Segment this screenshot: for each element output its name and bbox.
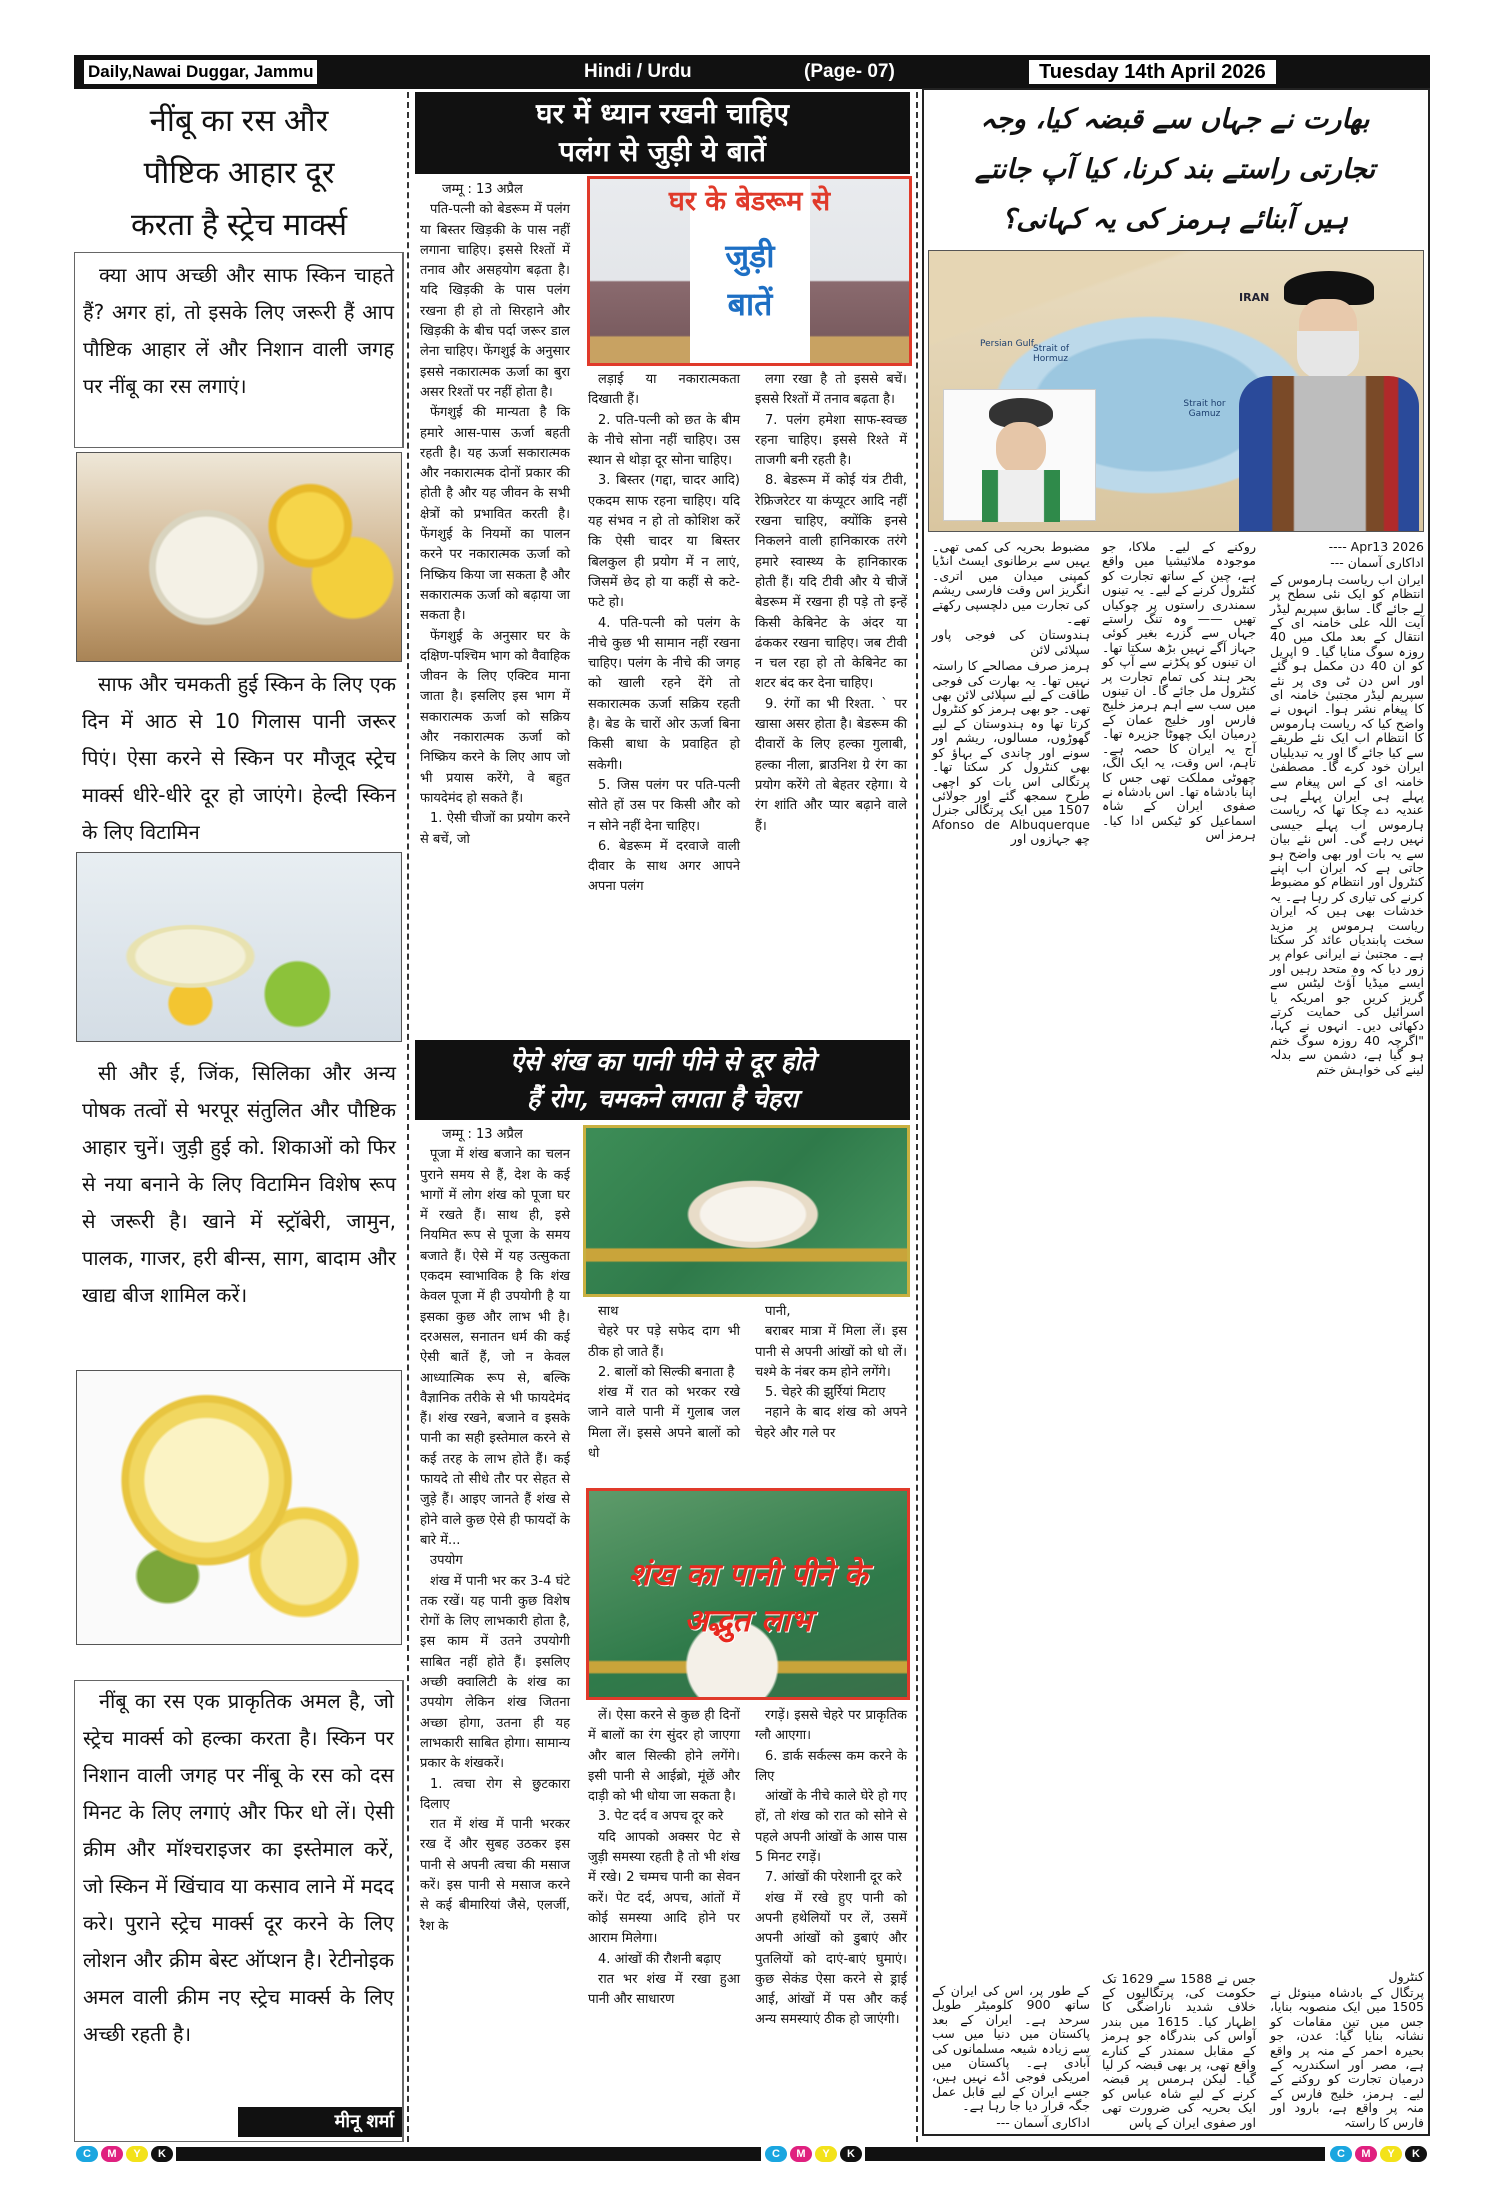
left-para-2 — [74, 666, 404, 846]
paragraph: फेंगशुई के अनुसार घर के दक्षिण-पश्चिम भाग को वैवाहिक जीवन के लिए एक्टिव माना जाता है। इसलिए इस भाग में सकारात्मक ऊर्जा को सक्रिय और नकारात्मक ऊर्जा को निष्क्रिय करने के लिए आप जो भी प्रयास करेंगे, वे बहुत फायदेमंद हो सकते हैं। — [420, 628, 570, 806]
paragraph: पानी, — [765, 1304, 791, 1319]
yellow-mark: Y — [1380, 2146, 1402, 2162]
paragraph: ایران اب ریاست ہارموس کے انتظام کو ایک نئی سطح پر لے جائے گا۔ سابق سپریم لیڈر آیت اللہ علی خامنہ ای کے انتقال کے بعد ملک میں 40 روزہ سوگ منایا گیا۔ 9 اپریل کو ان 40 دن مکمل ہو گئے اور اس دن ٹی وی پر نئے سپریم لیڈر مجتبیٰ خامنہ ای کا پیغام نشر ہوا۔ انہوں نے واضح کیا کہ ریاست ہارموس کا انتظام اب ایک نئے طریقے سے کیا جائے گا اور یہ تبدیلیاں ایران خود کرے گا۔ مصطفیٰ خامنہ ای کے اس پیغام سے پہلے ہی ایران پہلے ہی عندیہ دے چکا تھا کہ ریاست ہارموس اب پہلے جیسی نہیں رہے گی۔ اس نئے بیان سے یہ بات اور بھی واضح ہو جاتی ہے کہ ایران اب اپنے کنٹرول اور انتظام کو مضبوط کرنے کی تیاری کر رہا ہے۔ یہ خدشات بھی ہیں کہ ایران ریاست ہرموس پر مزید سخت پابندیاں عائد کر سکتا ہے۔ مجتبیٰ نے ایرانی عوام پر زور دیا کہ وہ متحد رہیں اور ایسے میڈیا آؤٹ لیٹس سے گریز کریں جو امریکہ یا اسرائیل کی حمایت کرتے دکھائی دیں۔ انہوں نے کہا، "اگرچہ 40 روزہ سوگ ختم ہو گیا ہے، دشمن سے بدلہ لینے کی خواہش ختم — [1270, 571, 1424, 1077]
paragraph: नहाने के बाद शंख को अपने चेहरे और गले पर — [755, 1405, 907, 1441]
paragraph: کے طور پر، اس کی ایران کے ساتھ 900 کلومیٹر طویل سرحد ہے۔ ایران کے بعد پاکستان میں دنیا میں سب سے زیادہ شیعہ مسلمانوں کی آبادی ہے۔ پاکستان میں امریکی فوجی اڈے نہیں ہیں، جسے ایران کے لیے قابل عمل جگہ قرار دیا جا رہا ہے۔ — [932, 1982, 1091, 2114]
paragraph: रात भर शंख में रखा हुआ पानी और साधारण — [588, 1971, 740, 2008]
paragraph: پرتگال کے بادشاہ مینوئل نے 1505 میں ایک منصوبہ بنایا، جس میں تین مقامات کو نشانہ بنایا گیا: عدن، جو بحیرہ احمر کے منہ پر واقع ہے، مصر اور اسکندریہ کے درمیان تجارت کو روکنے کے لیے۔ ہرمز، خلیج فارس کے منہ پر واقع ہے، بارود اور فارس کا راستہ — [1270, 1984, 1424, 2130]
paragraph: 7. आंखों की परेशानी दूर करे — [765, 1870, 902, 1886]
headline-line: हैं रोग, चमकने लगता है चेहरा — [526, 1084, 799, 1113]
black-mark: K — [840, 2146, 862, 2162]
image-caption-text: अद्भुत लाभ — [684, 1603, 812, 1639]
paragraph: 4. पति-पत्नी को पलंग के नीचे कुछ भी सामान नहीं रखना चाहिए। पलंग के नीचे की जगह को खाली रहने देंगे तो सकारात्मक ऊर्जा सक्रिय रहती है। बेड के चारों ओर ऊर्जा बिना किसी बाधा के प्रवाहित हो सकेगी। — [588, 615, 740, 773]
magenta-mark: M — [790, 2146, 812, 2162]
lemon-halves-image — [76, 1370, 402, 1645]
paragraph: 6. डार्क सर्कल्स कम करने के लिए — [755, 1748, 907, 1784]
urdu-col1 — [1270, 540, 1424, 2132]
cyan-mark: C — [765, 2146, 787, 2162]
headline-line: ہیں آبنائے ہرمز کی یہ کہانی؟ — [1001, 204, 1349, 235]
black-mark: K — [151, 2146, 173, 2162]
issue-date: Tuesday 14th April 2026 — [1029, 60, 1276, 84]
headline-line: تجارتی راستے بند کرنا، کیا آپ جانتے — [974, 154, 1376, 185]
image-caption-text: शंख का पानी पीने के — [628, 1557, 868, 1593]
paragraph: फेंगशुई की मान्यता है कि हमारे आस-पास ऊर्जा बहती रहती है। यह ऊर्जा सकारात्मक और नकारात्मक दोनों प्रकार की होती है और यह जीवन के सभी क्षेत्रों को प्रभावित करती है। फेंगशुई के नियमों का पालन करने पर नकारात्मक ऊर्जा को निष्क्रिय किया जा सकता है और सकारात्मक ऊर्जा को बढ़ाया जा सकता है। — [420, 405, 570, 624]
paragraph: 9. रंगों का भी रिश्ता. ` पर खासा असर होता है। बेडरूम की दीवारों के लिए हल्का गुलाबी, हल्का नीला, ब्राउनिश ग्रे रंग का प्रयोग करेंगे तो बेहतर रहेगा। ये रंग शांति और प्यार बढ़ाने वाले हैं। — [755, 696, 907, 834]
paragraph: रात में शंख में पानी भरकर रख दें और सुबह उठकर इस पानी से अपनी त्वचा की मसाज करें। इस पानी से मसाज करने से कई बीमारियां जैसे, एलर्जी, रैश के — [420, 1817, 570, 1934]
headline-line: नींबू का रस और — [149, 103, 329, 138]
article2-col1 — [420, 1125, 570, 1937]
paragraph: 4. आंखों की रौशनी बढ़ाए — [598, 1951, 721, 1967]
article2-col3-top — [755, 1302, 907, 1444]
dateline: जम्मू : 13 अप्रैल — [442, 1127, 523, 1142]
urdu-col1-bottom — [1270, 1970, 1424, 2132]
map-label: Strait of Hormuz — [1033, 344, 1070, 364]
article1-col1 — [420, 180, 570, 850]
magenta-mark: M — [101, 2146, 123, 2162]
map-label: Strait hor Gamuz — [1183, 399, 1226, 419]
urdu-col2-bottom — [1102, 1972, 1256, 2132]
headline-line: पौष्टिक आहार दूर — [143, 155, 335, 190]
map-label: IRAN — [1239, 291, 1270, 304]
cmyk-marks — [76, 2146, 173, 2162]
cyan-mark: C — [1330, 2146, 1352, 2162]
left-para-4 — [74, 1680, 404, 2142]
article1-col1-body — [420, 200, 570, 850]
paragraph: चेहरे पर पड़े सफेद दाग भी ठीक हो जाते हैं। — [588, 1324, 740, 1360]
conch-benefits-image — [586, 1488, 910, 1700]
paragraph: 1. त्वचा रोग से छुटकारा दिलाए — [420, 1776, 570, 1812]
black-mark: K — [1405, 2146, 1427, 2162]
paragraph: क्या आप अच्छी और साफ स्किन चाहते हैं? अगर हां, तो इसके लिए जरूरी हैं आप पौष्टिक आहार लें और निशान वाली जगह पर नींबू का रस लगाएं। — [83, 263, 394, 398]
paragraph: مضبوط بحریہ کی کمی تھی۔ یہیں سے برطانوی ایسٹ انڈیا کمپنی میدان میں اتری۔ انگریز اس وقت فارسی ریشم کی تجارت میں دلچسپی رکھتے تھے۔ — [932, 539, 1090, 627]
image-caption-text: घर के बेडरूम से — [668, 186, 831, 217]
paragraph: रगड़ें। इससे चेहरे पर प्राकृतिक ग्लौ आएगा। — [755, 1708, 907, 1744]
left-headline — [74, 95, 404, 251]
urdu-col3 — [932, 540, 1090, 2132]
paragraph: ہندوستان کی فوجی پاور سپلائی لائن — [932, 627, 1090, 657]
paragraph: 6. बेडरूम में दरवाजे वाली दीवार के साथ अगर आपने अपना पलंग — [588, 838, 740, 895]
cmyk-marks — [765, 2146, 862, 2162]
yellow-mark: Y — [815, 2146, 837, 2162]
left-intro — [74, 252, 404, 448]
paragraph: 2. बालों को सिल्की बनाता है — [598, 1364, 735, 1380]
paragraph: 3. पेट दर्द व अपच दूर करे — [598, 1809, 724, 1825]
paragraph: روکنے کے لیے۔ ملاکا، جو موجودہ ملائیشیا میں واقع ہے، چین کے ساتھ تجارت کو کنٹرول کرنے کے لیے۔ یہ تینوں سمندری راستوں پر چوکیاں تھیں —— وہ تنگ راستے جہاں سے گزرے بغیر کوئی جہاز آگے نہیں بڑھ سکتا تھا۔ ان تینوں کو پکڑنے سے آپ کو بحر ہند کی تمام تجارت پر کنٹرول مل جائے گا۔ ان تینوں میں سب سے اہم ہرمز خلیج فارس اور خلیج عمان کے درمیان ایک چھوٹا جزیرہ تھا۔ آج یہ ایران کا حصہ ہے۔ تاہم، اس وقت، یہ ایک الگ، چھوٹی مملکت تھی جس کا اپنا بادشاہ تھا۔ اس بادشاہ نے صفوی ایران کے شاہ اسماعیل کو ٹیکس ادا کیا۔ ہرمز اس — [1102, 539, 1256, 843]
paragraph: 3. बिस्तर (गद्दा, चादर आदि) एकदम साफ रहना चाहिए। यदि यह संभव न हो तो कोशिश करें कि ऐसी चादर या बिस्तर बिलकुल ही प्रयोग में न लाएं, जिसमें छेद हो या कहीं से कटे-फटे हो। — [588, 473, 740, 611]
paragraph: यदि आपको अक्सर पेट से जुड़ी समस्या रहती है तो भी शंख में रखे। 2 चम्मच पानी का सेवन करें। पेट दर्द, अपच, आंतों में कोई समस्या आदि होने पर आराम मिलेगा। — [588, 1829, 740, 1947]
lemon-juice-image — [76, 452, 402, 662]
headline-line: بھارت نے جہاں سے قبضہ کیا، وجہ — [980, 104, 1370, 135]
column-divider — [916, 92, 918, 2142]
yellow-mark: Y — [126, 2146, 148, 2162]
paragraph: 7. पलंग हमेशा साफ-स्वच्छ रहना चाहिए। इससे रिश्ते में ताजगी बनी रहती है। — [755, 412, 907, 469]
left-para-3 — [74, 1055, 404, 1365]
article2-headline — [415, 1040, 910, 1120]
cmyk-marks — [1330, 2146, 1427, 2162]
headline-line: ऐसे शंख का पानी पीने से दूर होते — [510, 1047, 815, 1076]
footer-bar — [176, 2147, 761, 2161]
page-number: (Page- 07) — [804, 61, 895, 82]
paragraph: 1. ऐसी चीजों का प्रयोग करने से बचें, जो — [420, 811, 570, 847]
dateline: जम्मू : 13 अप्रैल — [442, 182, 523, 197]
paragraph: शंख में रात को भरकर रखे जाने वाले पानी में गुलाब जल मिला लें। इससे अपने बालों को धो — [588, 1385, 740, 1462]
paragraph: 2. पति-पत्नी को छत के बीम के नीचे सोना नहीं चाहिए। उस स्थान से थोड़ा दूर सोना चाहिए। — [588, 412, 740, 469]
urdu-col2 — [1102, 540, 1256, 2132]
paragraph: लगा रखा है तो इससे बचें। इससे रिश्तों में तनाव बढ़ता है। — [755, 372, 907, 408]
conch-shell-image — [583, 1125, 910, 1297]
paragraph: बराबर मात्रा में मिला लें। इस पानी से अपनी आंखों को धो लें। चश्मे के नंबर कम होने लगेंगे। — [755, 1324, 907, 1380]
author-byline: मीनू शर्मा — [238, 2107, 402, 2137]
article2-col3-bottom — [755, 1706, 907, 2031]
cyan-mark: C — [76, 2146, 98, 2162]
paragraph: 5. जिस पलंग पर पति-पत्नी सोते हों उस पर किसी और को न सोने नहीं देना चाहिए। — [588, 777, 740, 834]
paragraph: 8. बेडरूम में कोई यंत्र टीवी, रेफ्रिजरेटर या कंप्यूटर आदि नहीं रखना चाहिए, क्योंकि इनसे निकलने वाली हानिकारक तरंगे हमारे स्वास्थ्य के हानिकारक होती हैं। यदि टीवी और ये चीजें बेडरूम में रखना ही पड़े तो इन्हें किसी केबिनेट के अंदर या ढंककर रखना चाहिए। जब टीवी न चल रहा हो तो केबिनेट का शटर बंद कर देना चाहिए। — [755, 473, 907, 692]
paragraph: उपयोग — [430, 1553, 463, 1569]
paragraph: लें। ऐसा करने से कुछ ही दिनों में बालों का रंग सुंदर हो जाएगा और बाल सिल्की होने लगेंगे। इसी पानी से आईब्रो, मूंछें और दाड़ी को भी धोया जा सकता है। — [588, 1708, 740, 1805]
urdu-col3-bottom — [932, 1984, 1090, 2132]
explorer-portrait — [1229, 271, 1419, 532]
magenta-mark: M — [1355, 2146, 1377, 2162]
headline-line: करता है स्ट्रेच मार्क्स — [130, 207, 348, 242]
article1-col2 — [588, 370, 740, 898]
headline-line: पलंग से जुड़ी ये बातें — [558, 135, 767, 168]
paragraph: आंखों के नीचे काले घेरे हो गए हों, तो शंख को रात को सोने से पहले अपनी आंखों के आस पास 5 मिनट रगड़ें। — [755, 1789, 907, 1866]
urdu-headline — [930, 95, 1420, 245]
paragraph: ہرمز صرف مصالحے کا راستہ نہیں تھا۔ یہ بھارت کی فوجی طاقت کے لیے سپلائی لائن بھی تھی۔ جو بھی ہرمز کو کنٹرول کرتا تھا وہ ہندوستان کے لیے گھوڑوں، مسالوں، ریشم اور سونے اور چاندی کے بہاؤ کو بھی کنٹرول کر سکتا تھا۔ پرتگالی اس بات کو اچھی طرح سمجھ گئے اور جولائی 1507 میں ایک پرتگالی جنرل Afonso de Albuquerque چھ جہازوں اور — [932, 658, 1090, 847]
article2-col1-body — [420, 1145, 570, 1937]
paragraph: शंख में रखे हुए पानी को अपनी हथेलियों पर लें, उसमें अपनी आंखों को डुबाएं और पुतलियों को दाएं-बाएं घुमाएं। कुछ सेकंड ऐसा करने से ड्राई आई, आंखों में पस और कई अन्य समस्याएं ठीक हो जाएंगी। — [755, 1890, 907, 2028]
article2-col2-bottom — [588, 1706, 740, 2010]
article1-col3 — [755, 370, 907, 837]
portrait-poster — [943, 389, 1096, 521]
paragraph: नींबू का रस एक प्राकृतिक अमल है, जो स्ट्रेच मार्क्स को हल्का करता है। स्किन पर निशान वाली जगह पर नींबू के रस को दस मिनट के लिए लगाएं और फिर धो लें। ऐसी क्रीम और मॉश्चराइजर का इस्तेमाल करें, जो स्किन में खिंचाव या कसाव लाने में मदद करे। पुराने स्ट्रेच मार्क्स दूर करने के लिए लोशन और क्रीम बेस्ट ऑप्शन है। रेटीनोइक अमल वाली क्रीम नए स्ट्रेच मार्क्स के लिए अच्छी रहती है। — [83, 1689, 394, 2046]
urdu-col1-top — [1270, 540, 1424, 1079]
paragraph: 5. चेहरे की झुर्रियां मिटाए — [765, 1385, 886, 1401]
paragraph: लड़ाई या नकारात्मकता दिखाती हैं। — [588, 372, 740, 408]
paragraph: सी और ई, जिंक, सिलिका और अन्य पोषक तत्वों से भरपूर संतुलित और पौष्टिक आहार चुनें। जुड़ी हुई को. शिकाओं को फिर से नया बनाने के लिए विटामिन विशेष रूप से जरूरी है। खाने में स्ट्रॉबेरी, जामुन, पालक, गाजर, हरी बीन्स, साग, बादाम और खाद्य बीज शामिल करें। — [82, 1061, 396, 1307]
bedroom-image — [587, 176, 912, 366]
hormuz-map-image — [928, 250, 1424, 532]
paragraph: اداکاری آسمان --- — [996, 2114, 1090, 2130]
column-divider — [407, 92, 409, 2142]
paragraph: शंख में पानी भर कर 3-4 घंटे तक रखें। यह पानी कुछ विशेष रोगों के लिए लाभकारी होता है, इस काम में उतने उपयोगी साबित नहीं होते हैं। इसलिए अच्छी क्वालिटी के शंख का उपयोग लेकिन शंख जितना अच्छा होगा, उतना ही यह लाभकारी साबित होगा। सामान्य प्रकार के शंखकरें। — [420, 1573, 570, 1772]
lemon-water-glass-image — [76, 852, 402, 1042]
headline-line: घर में ध्यान रखनी चाहिए — [535, 97, 790, 130]
paragraph: साफ और चमकती हुई स्किन के लिए एक दिन में आठ से 10 गिलास पानी जरूर पिएं। ऐसा करने से स्किन पर मौजूद स्ट्रेच मार्क्स धीरे-धीरे दूर हो जाएंगे। हेल्दी स्किन के लिए विटामिन — [82, 672, 396, 844]
paragraph: 2026 Apr13 ---- — [1328, 539, 1424, 554]
paragraph: पति-पत्नी को बेडरूम में पलंग या बिस्तर खिड़की के पास नहीं लगाना चाहिए। इससे रिश्तों में तनाव और असहयोग बढ़ता है। यदि खिड़की के पास पलंग रखना ही हो तो सिरहाने और खिड़की के बीच पर्दा जरूर डाल लेना चाहिए। फेंगशुई के अनुसार इससे नकारात्मक ऊर्जा का बुरा असर रिश्तों पर नहीं होता है। — [420, 202, 570, 400]
masthead-bar — [74, 55, 1430, 89]
language-label: Hindi / Urdu — [584, 61, 692, 82]
urdu-col3-top — [932, 540, 1090, 849]
article2-col2-top — [588, 1302, 740, 1464]
footer-bar — [865, 2147, 1325, 2161]
paragraph: اداکاری آسمان --- — [1330, 555, 1424, 571]
article1-headline — [415, 92, 910, 174]
paragraph: کنٹرول — [1388, 1968, 1424, 1984]
paper-name: Daily,Nawai Duggar, Jammu — [84, 60, 317, 84]
urdu-col2-top — [1102, 540, 1256, 845]
map-label: Persian Gulf — [980, 339, 1034, 349]
paragraph: جس نے 1588 سے 1629 تک حکومت کی، پرتگالیوں کے خلاف شدید ناراضگی کا اظہار کیا۔ 1615 میں بندر آواس کی بندرگاہ جو ہرمز کے مقابل سمندر کے کنارے واقع تھی، پر بھی قبضہ کر لیا گیا۔ لیکن ہرمس پر قبضہ کرنے کے لیے شاہ عباس کو ایک بحریہ کی ضرورت تھی اور صفوی ایران کے پاس — [1102, 1970, 1256, 2130]
image-caption-text: जुड़ी — [725, 237, 775, 275]
image-caption-text: बातें — [727, 285, 773, 323]
paragraph: पूजा में शंख बजाने का चलन पुराने समय से हैं, देश के कई भागों में लोग शंख को पूजा घर में रखते हैं। साथ ही, इसे नियमित रूप से पूजा के समय बजाते हैं। ऐसे में यह उत्सुकता एकदम स्वाभाविक है कि शंख केवल पूजा में ही उपयोगी है या इसका कुछ और लाभ भी है। दरअसल, सनातन धर्म की कई ऐसी बातें हैं, जो न केवल आध्यात्मिक रूप से, बल्कि वैज्ञानिक तरीके से भी फायदेमंद हैं। शंख रखने, बजाने व इसके पानी का सही इस्तेमाल करने से कई तरह के लाभ होते हैं। कई फायदे तो सीधे तौर पर सेहत से जुड़े हैं। आइए जानते हैं शंख से होने वाले कुछ ऐसे ही फायदों के बारे में... — [420, 1147, 570, 1548]
paragraph: साथ — [598, 1304, 619, 1319]
